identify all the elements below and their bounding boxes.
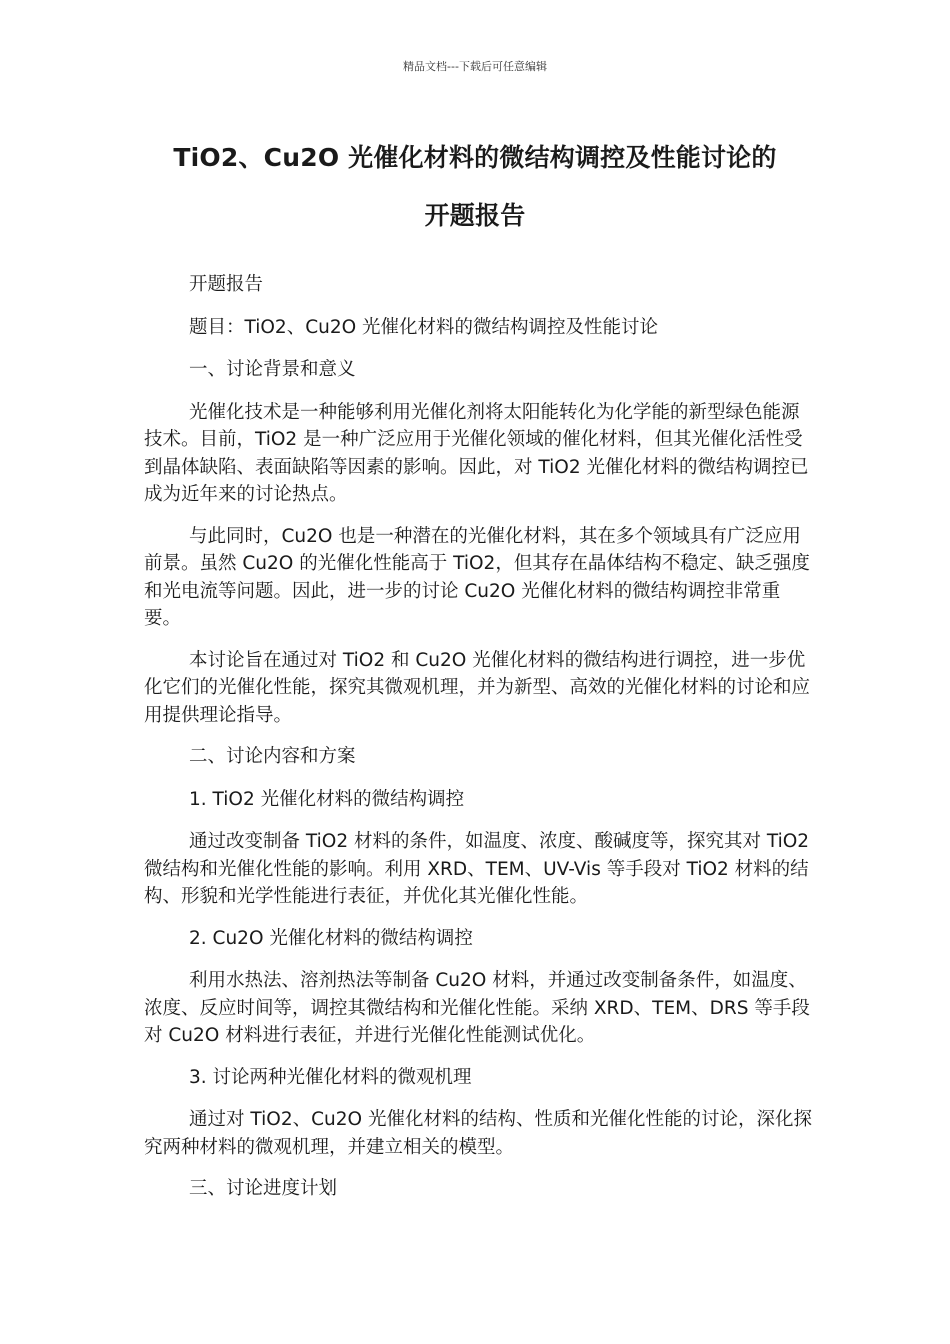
topic-line: 题目：TiO2、Cu2O 光催化材料的微结构调控及性能讨论 <box>189 316 659 338</box>
subheading-mechanism: 3. 讨论两种光催化材料的微观机理 <box>189 1066 472 1088</box>
subheading-tio2: 1. TiO2 光催化材料的微结构调控 <box>189 788 465 810</box>
report-label: 开题报告 <box>189 274 264 295</box>
page-header: 精品文档---下载后可任意编辑 <box>403 60 547 73</box>
paragraph-cu2o-background: 与此同时，Cu2O 也是一种潜在的光催化材料，其在多个领域具有广泛应用前景。虽然 Cu2O 的光催化性能高于 TiO2，但其存在晶体结构不稳定、缺乏强度和光电流等问题。因此，进一步的讨论 Cu2O 光催化材料的微结构调控非常重要。 <box>144 525 810 629</box>
subheading-cu2o: 2. Cu2O 光催化材料的微结构调控 <box>189 927 473 949</box>
document-title-line-2: 开题报告 <box>424 201 526 230</box>
section-heading-content: 二、讨论内容和方案 <box>189 746 356 767</box>
section-heading-schedule: 三、讨论进度计划 <box>189 1178 338 1199</box>
document-body <box>144 271 812 1218</box>
document-title-line-1: TiO2、Cu2O 光催化材料的微结构调控及性能讨论的 <box>173 143 777 172</box>
paragraph-research-aim: 本讨论旨在通过对 TiO2 和 Cu2O 光催化材料的微结构进行调控，进一步优化它们的光催化性能，探究其微观机理，并为新型、高效的光催化材料的讨论和应用提供理论指导。 <box>144 649 811 726</box>
paragraph-tio2-method: 通过改变制备 TiO2 材料的条件，如温度、浓度、酸碱度等，探究其对 TiO2 微结构和光催化性能的影响。利用 XRD、TEM、UV-Vis 等手段对 TiO2 材料的结构、形貌和光学性能进行表征，并优化其光催化性能。 <box>144 831 810 907</box>
paragraph-mechanism: 通过对 TiO2、Cu2O 光催化材料的结构、性质和光催化性能的讨论，深化探究两种材料的微观机理，并建立相关的模型。 <box>144 1109 812 1158</box>
section-heading-background: 一、讨论背景和意义 <box>189 359 356 380</box>
paragraph-cu2o-method: 利用水热法、溶剂热法等制备 Cu2O 材料，并通过改变制备条件，如温度、浓度、反应时间等，调控其微结构和光催化性能。采纳 XRD、TEM、DRS 等手段对 Cu2O 材料进行表征，并进行光催化性能测试优化。 <box>144 970 810 1046</box>
paragraph-tio2-background: 光催化技术是一种能够利用光催化剂将太阳能转化为化学能的新型绿色能源技术。目前，TiO2 是一种广泛应用于光催化领域的催化材料，但其光催化活性受到晶体缺陷、表面缺陷等因素的影响。因此，对 TiO2 光催化材料的微结构调控已成为近年来的讨论热点。 <box>144 401 809 505</box>
